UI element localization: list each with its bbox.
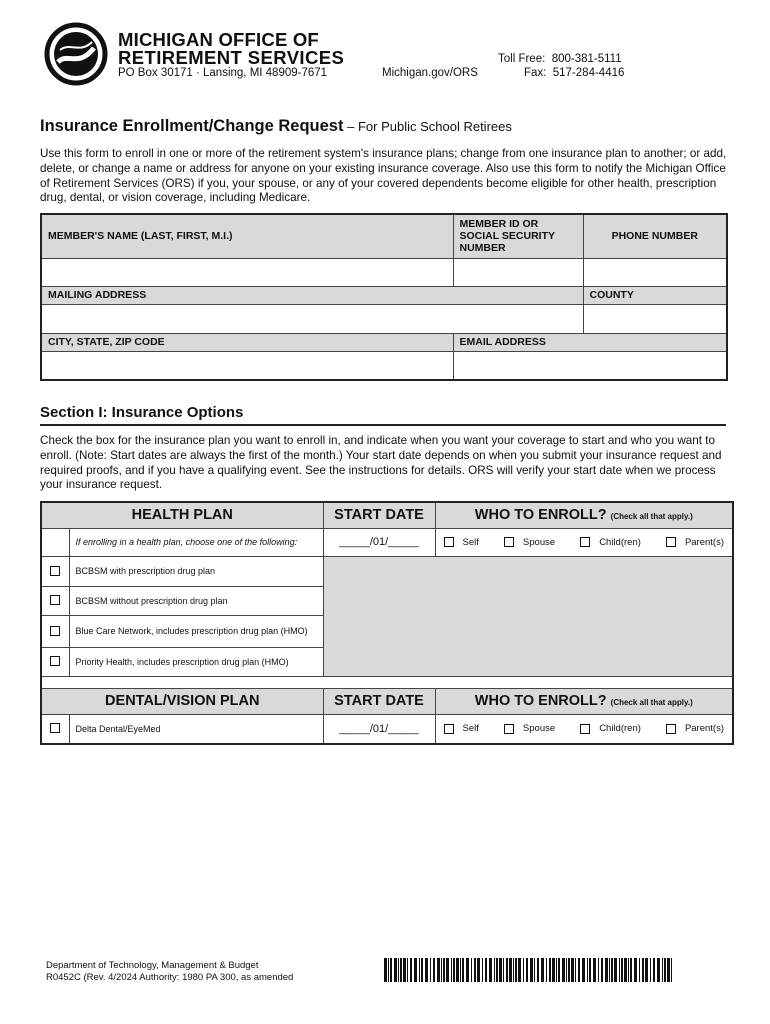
email-label: EMAIL ADDRESS bbox=[453, 333, 727, 351]
barcode-bar bbox=[403, 958, 406, 982]
barcode-bar bbox=[630, 958, 632, 982]
dental-start-date-field[interactable]: _____/01/_____ bbox=[323, 714, 435, 744]
barcode-bar bbox=[605, 958, 608, 982]
barcode-bar bbox=[398, 958, 399, 982]
member-id-field[interactable] bbox=[453, 258, 583, 286]
plan-table bbox=[40, 501, 734, 745]
barcode-bar bbox=[609, 958, 610, 982]
phone-field[interactable] bbox=[583, 258, 727, 286]
barcode-bar bbox=[390, 958, 392, 982]
barcode-bar bbox=[611, 958, 613, 982]
plan-priority-checkbox[interactable] bbox=[41, 647, 69, 676]
barcode-bar bbox=[451, 958, 452, 982]
barcode-bar bbox=[664, 958, 666, 982]
org-name-line1: MICHIGAN OFFICE OF bbox=[118, 29, 319, 50]
barcode-bar bbox=[433, 958, 435, 982]
email-field[interactable] bbox=[453, 351, 727, 380]
barcode-bar bbox=[506, 958, 508, 982]
plan-bcbsm-rx-checkbox[interactable] bbox=[41, 556, 69, 586]
barcode-bar bbox=[430, 958, 431, 982]
dental-start-date-heading: START DATE bbox=[323, 688, 435, 714]
barcode-bar bbox=[639, 958, 640, 982]
checkbox-icon[interactable] bbox=[504, 724, 514, 734]
barcode-bar bbox=[657, 958, 660, 982]
section-1-text: Check the box for the insurance plan you want to enroll in, and indicate when you want your coverage to start and who you want to enroll. (Note: Start dates are always the first of the month.) Your start date depends on when you submit your insurance request and required proofs, and if you have a qualifying event. See the instructions for details. ORS will verify your start date when we process your insurance request. bbox=[40, 434, 722, 492]
barcode-bar bbox=[601, 958, 603, 982]
barcode-bar bbox=[549, 958, 551, 982]
footer-department: Department of Technology, Management & Budget bbox=[46, 960, 259, 971]
barcode-bar bbox=[485, 958, 487, 982]
barcode-bar bbox=[534, 958, 535, 982]
barcode-bar bbox=[407, 958, 408, 982]
barcode-bar bbox=[556, 958, 557, 982]
barcode-bar bbox=[462, 958, 464, 982]
barcode-bar bbox=[530, 958, 533, 982]
barcode-bar bbox=[621, 958, 623, 982]
org-address: PO Box 30171 · Lansing, MI 48909-7671 bbox=[118, 67, 328, 79]
county-label: COUNTY bbox=[583, 286, 727, 304]
barcode-bar bbox=[477, 958, 480, 982]
plan-delta-checkbox[interactable] bbox=[41, 714, 69, 744]
barcode-bar bbox=[662, 958, 663, 982]
city-state-zip-label: CITY, STATE, ZIP CODE bbox=[41, 333, 453, 351]
barcode-bar bbox=[546, 958, 547, 982]
health-who-heading: WHO TO ENROLL? (Check all that apply.) bbox=[435, 502, 733, 528]
barcode-bar bbox=[667, 958, 670, 982]
dental-parents-option[interactable]: Parent(s) bbox=[666, 723, 724, 734]
dental-children-option[interactable]: Child(ren) bbox=[580, 723, 641, 734]
barcode-bar bbox=[587, 958, 588, 982]
barcode-bar bbox=[598, 958, 599, 982]
health-self-option[interactable]: Self bbox=[444, 537, 479, 548]
checkbox-icon[interactable] bbox=[580, 724, 590, 734]
barcode-bar bbox=[518, 958, 521, 982]
dental-spouse-option[interactable]: Spouse bbox=[504, 723, 555, 734]
city-state-zip-field[interactable] bbox=[41, 351, 453, 380]
barcode-bar bbox=[474, 958, 476, 982]
plan-bcbsm-rx-label: BCBSM with prescription drug plan bbox=[69, 556, 323, 586]
barcode-bar bbox=[589, 958, 591, 982]
barcode-bar bbox=[593, 958, 596, 982]
org-website: Michigan.gov/ORS bbox=[382, 67, 478, 79]
toll-free-number: 800-381-5111 bbox=[551, 53, 622, 65]
health-children-option[interactable]: Child(ren) bbox=[580, 537, 641, 548]
barcode-bar bbox=[441, 958, 442, 982]
barcode-bar bbox=[566, 958, 567, 982]
barcode-bar bbox=[671, 958, 672, 982]
fax-row bbox=[524, 67, 624, 79]
barcode-bar bbox=[513, 958, 514, 982]
barcode-bar bbox=[496, 958, 498, 982]
health-spouse-option[interactable]: Spouse bbox=[504, 537, 555, 548]
barcode-bar bbox=[419, 958, 420, 982]
barcode-bar bbox=[494, 958, 495, 982]
toll-free-label: Toll Free: bbox=[498, 53, 546, 65]
barcode-bar bbox=[499, 958, 502, 982]
health-start-date-heading: START DATE bbox=[323, 502, 435, 528]
barcode-bar bbox=[489, 958, 492, 982]
plan-bcbsm-no-rx-checkbox[interactable] bbox=[41, 586, 69, 615]
barcode-bar bbox=[471, 958, 472, 982]
health-parents-option[interactable]: Parent(s) bbox=[666, 537, 724, 548]
member-name-field[interactable] bbox=[41, 258, 453, 286]
barcode-bar bbox=[578, 958, 580, 982]
barcode-bar bbox=[537, 958, 539, 982]
county-field[interactable] bbox=[583, 304, 727, 333]
barcode-bar bbox=[642, 958, 644, 982]
mailing-address-label: MAILING ADDRESS bbox=[41, 286, 583, 304]
checkbox-icon[interactable] bbox=[50, 566, 60, 576]
barcode-bar bbox=[571, 958, 574, 982]
checkbox-icon[interactable] bbox=[580, 537, 590, 547]
plan-bcn-label: Blue Care Network, includes prescription drug plan (HMO) bbox=[69, 615, 323, 647]
barcode bbox=[384, 958, 674, 982]
barcode-bar bbox=[443, 958, 445, 982]
fax-label: Fax: bbox=[524, 67, 547, 79]
barcode-bar bbox=[515, 958, 517, 982]
fax-number: 517-284-4416 bbox=[552, 67, 625, 79]
ors-logo bbox=[44, 22, 108, 86]
barcode-bar bbox=[653, 958, 655, 982]
barcode-bar bbox=[634, 958, 637, 982]
barcode-bar bbox=[509, 958, 512, 982]
health-shaded-area bbox=[323, 556, 733, 676]
plan-bcbsm-no-rx-label: BCBSM without prescription drug plan bbox=[69, 586, 323, 615]
barcode-bar bbox=[568, 958, 570, 982]
checkbox-icon[interactable] bbox=[50, 656, 60, 666]
barcode-bar bbox=[582, 958, 585, 982]
member-id-label: MEMBER ID OR SOCIAL SECURITY NUMBER bbox=[453, 214, 583, 258]
dental-who-heading: WHO TO ENROLL? (Check all that apply.) bbox=[435, 688, 733, 714]
health-plan-heading: HEALTH PLAN bbox=[41, 502, 323, 528]
form-subtitle: For Public School Retirees bbox=[357, 119, 512, 134]
barcode-bar bbox=[388, 958, 389, 982]
toll-free-row bbox=[498, 53, 622, 65]
dental-self-option[interactable]: Self bbox=[444, 723, 479, 734]
plan-delta-label: Delta Dental/EyeMed bbox=[69, 714, 323, 744]
barcode-bar bbox=[437, 958, 440, 982]
checkbox-icon[interactable] bbox=[666, 724, 676, 734]
barcode-bar bbox=[552, 958, 555, 982]
checkbox-icon[interactable] bbox=[444, 724, 454, 734]
checkbox-icon[interactable] bbox=[50, 595, 60, 605]
barcode-bar bbox=[645, 958, 648, 982]
barcode-bar bbox=[400, 958, 402, 982]
health-who-options bbox=[435, 528, 733, 556]
section-1-rule bbox=[40, 424, 726, 426]
member-info-table bbox=[40, 213, 728, 381]
barcode-bar bbox=[456, 958, 459, 982]
checkbox-icon[interactable] bbox=[504, 537, 514, 547]
barcode-bar bbox=[628, 958, 629, 982]
health-hint-spacer bbox=[41, 528, 69, 556]
checkbox-icon[interactable] bbox=[444, 537, 454, 547]
org-name-line2: RETIREMENT SERVICES bbox=[118, 47, 345, 68]
plan-bcn-checkbox[interactable] bbox=[41, 615, 69, 647]
barcode-bar bbox=[425, 958, 428, 982]
barcode-bar bbox=[453, 958, 455, 982]
barcode-bar bbox=[523, 958, 524, 982]
plan-priority-label: Priority Health, includes prescription drug plan (HMO) bbox=[69, 647, 323, 676]
barcode-bar bbox=[650, 958, 651, 982]
plan-separator bbox=[41, 676, 733, 688]
barcode-bar bbox=[562, 958, 565, 982]
barcode-bar bbox=[526, 958, 528, 982]
barcode-bar bbox=[624, 958, 627, 982]
intro-text: Use this form to enroll in one or more of the retirement system's insurance plans; change from one insurance plan to another; or add, delete, or change a name or address for anyone on your existing insurance coverage. Also use this form to notify the Michigan Office of Retirement Services (ORS) if you, your spouse, or any of your covered dependents become eligible for other health, prescription drug, dental, or vision coverage, including Medicare. bbox=[40, 147, 727, 205]
barcode-bar bbox=[421, 958, 423, 982]
phone-label: PHONE NUMBER bbox=[583, 214, 727, 258]
checkbox-icon[interactable] bbox=[50, 723, 60, 733]
barcode-bar bbox=[619, 958, 620, 982]
barcode-bar bbox=[460, 958, 461, 982]
barcode-bar bbox=[541, 958, 544, 982]
health-start-date-field[interactable]: _____/01/_____ bbox=[323, 528, 435, 556]
checkbox-icon[interactable] bbox=[666, 537, 676, 547]
checkbox-icon[interactable] bbox=[50, 626, 60, 636]
barcode-bar bbox=[466, 958, 469, 982]
barcode-bar bbox=[558, 958, 560, 982]
form-title: Insurance Enrollment/Change Request – For Public School Retirees bbox=[40, 117, 512, 135]
barcode-bar bbox=[503, 958, 504, 982]
section-1-heading: Section I: Insurance Options bbox=[40, 404, 244, 421]
barcode-bar bbox=[575, 958, 576, 982]
barcode-bar bbox=[384, 958, 387, 982]
member-name-label: MEMBER'S NAME (LAST, FIRST, M.I.) bbox=[41, 214, 453, 258]
barcode-bar bbox=[410, 958, 412, 982]
footer-form-number: R0452C (Rev. 4/2024 Authority: 1980 PA 300, as amended bbox=[46, 972, 294, 983]
barcode-bar bbox=[414, 958, 417, 982]
health-hint: If enrolling in a health plan, choose one of the following: bbox=[69, 528, 323, 556]
dental-who-options bbox=[435, 714, 733, 744]
barcode-bar bbox=[446, 958, 449, 982]
barcode-bar bbox=[614, 958, 617, 982]
dental-plan-heading: DENTAL/VISION PLAN bbox=[41, 688, 323, 714]
barcode-bar bbox=[482, 958, 483, 982]
barcode-bar bbox=[394, 958, 397, 982]
mailing-address-field[interactable] bbox=[41, 304, 583, 333]
